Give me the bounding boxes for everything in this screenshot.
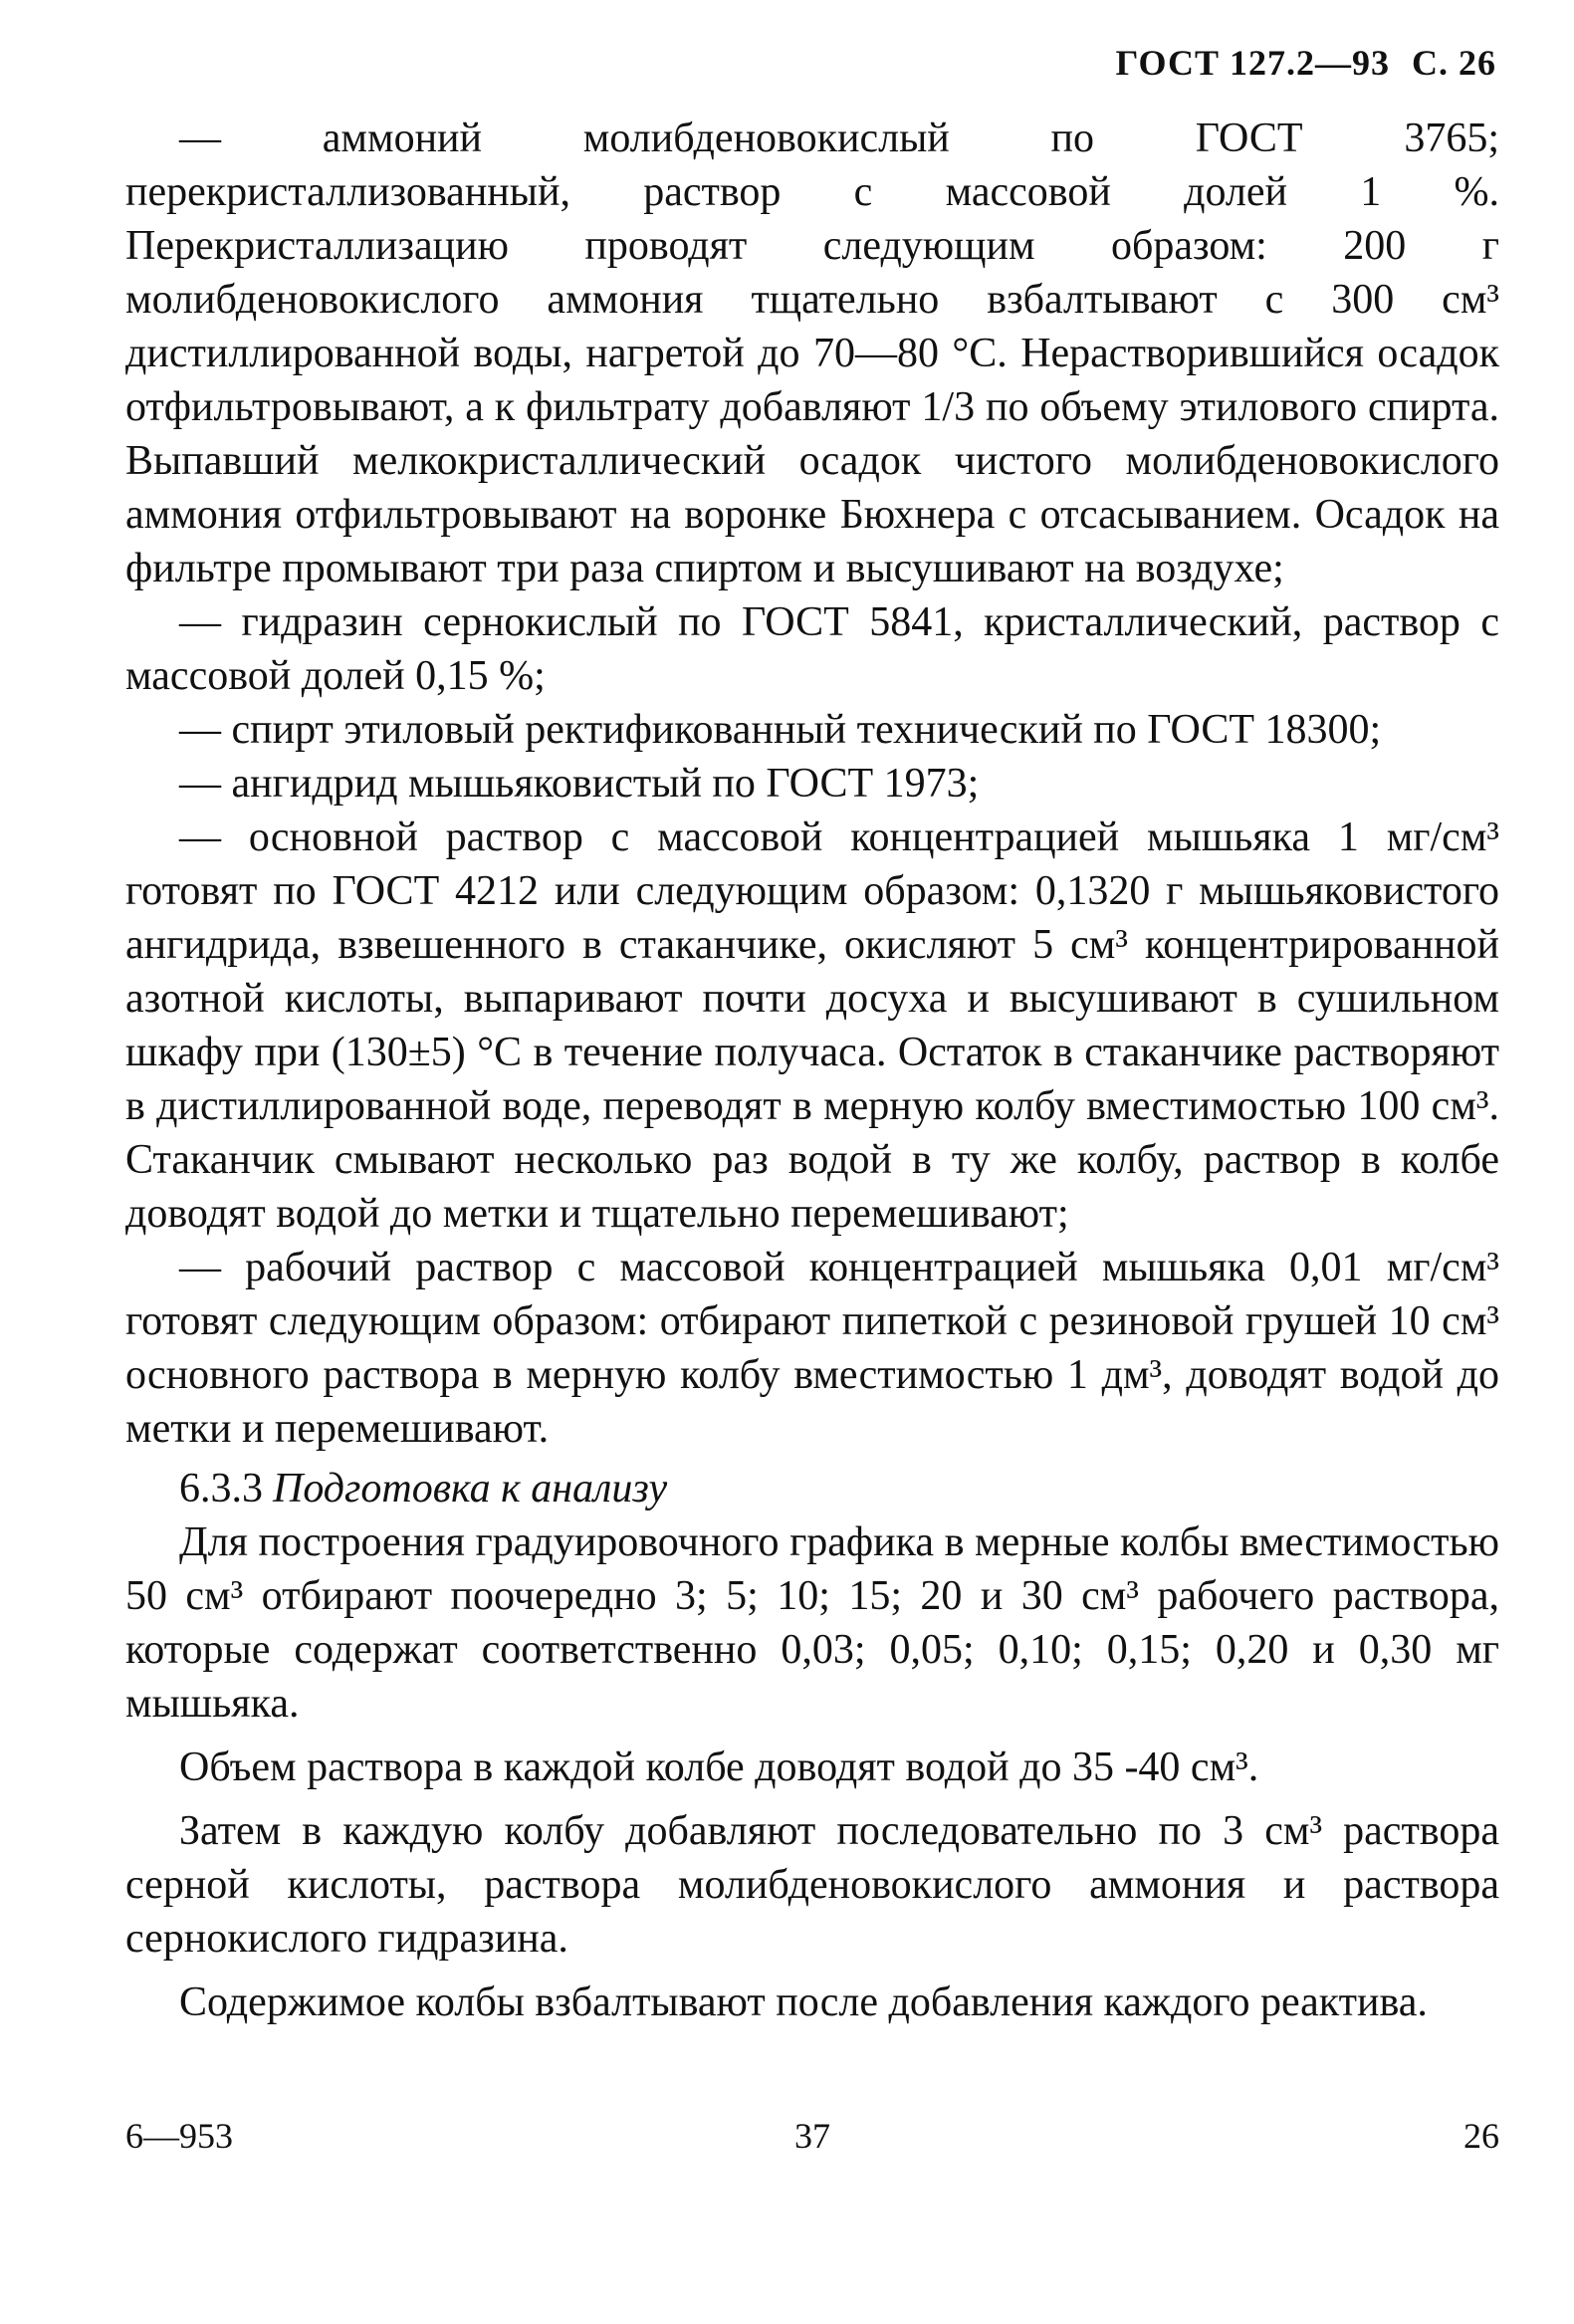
footer-order-number: 6—953 (125, 2116, 233, 2156)
section-number: 6.3.3 (179, 1466, 263, 1511)
list-item-arsenic-anhydride: — ангидрид мышьяковистый по ГОСТ 1973; (179, 761, 980, 807)
paragraph-calibration: Для построения градуировочного графика в мерные колбы вместимостью 50 см³ отбирают поочередно 3; 5; 10; 15; 20 и 30 см³ рабочего раствора, которые содержат соответственно 0,03; 0,05; 0,10; 0,15; 0,20 и 0,30 мг мышьяка. (125, 1519, 1499, 1727)
list-item-stock-solution: — основной раствор с массовой концентрацией мышьяка 1 мг/см³ готовят по ГОСТ 4212 или следующим образом: 0,1320 г мышьяковистого ангидрида, взвешенного в стаканчике, окисляют 5 см³ концентрированной азотной кислоты, выпаривают почти досуха и высушивают в сушильном шкафу при (130±5) °С в течение получаса. Остаток в стаканчике растворяют в дистиллированной воде, переводят в мерную колбу вместимостью 100 см³. Стаканчик смывают несколько раз водой в ту же колбу, раствор в колбе доводят водой до метки и тщательно перемешивают; (125, 814, 1499, 1237)
list-item-hydrazine: — гидразин сернокислый по ГОСТ 5841, кристаллический, раствор с массовой долей 0,15 %; (125, 599, 1499, 699)
page-number-header: С. 26 (1412, 43, 1496, 83)
section-title: Подготовка к анализу (273, 1466, 668, 1511)
document-body (125, 112, 1499, 2029)
standard-number: ГОСТ 127.2—93 (1115, 43, 1390, 83)
list-item-ammonium: — аммоний молибденовокислый по ГОСТ 3765; перекристаллизованный, раствор с массовой долей 1 %. Перекристаллизацию проводят следующим образом: 200 г молибденовокислого аммония тщательно взбалтывают с 300 см³ дистиллированной воды, нагретой до 70—80 °С. Нерастворившийся осадок отфильтровывают, а к фильтрату добавляют 1/3 по объему этилового спирта. Выпавший мелкокристаллический осадок чистого молибденовокислого аммония отфильтровывают на воронке Бюхнера с отсасыванием. Осадок на фильтре промывают три раза спиртом и высушивают на воздухе; (125, 116, 1499, 591)
page-footer (125, 2115, 1499, 2157)
paragraph-shaking: Содержимое колбы взбалтывают после добавления каждого реактива. (179, 1979, 1428, 2025)
section-heading (125, 1462, 1499, 1515)
page-header (1116, 42, 1496, 84)
paragraph-reagents: Затем в каждую колбу добавляют последовательно по 3 см³ раствора серной кислоты, раствора молибденовокислого аммония и раствора сернокислого гидразина. (125, 1808, 1499, 1962)
footer-sheet-number: 37 (794, 2116, 830, 2156)
list-item-working-solution: — рабочий раствор с массовой концентрацией мышьяка 0,01 мг/см³ готовят следующим образом: отбирают пипеткой с резиновой грушей 10 см³ основного раствора в мерную колбу вместимостью 1 дм³, доводят водой до метки и перемешивают. (125, 1245, 1499, 1452)
paragraph-volume: Объем раствора в каждой колбе доводят водой до 35 -40 см³. (179, 1744, 1259, 1790)
list-item-ethanol: — спирт этиловый ректификованный технический по ГОСТ 18300; (179, 707, 1382, 753)
footer-page-number: 26 (1463, 2116, 1499, 2156)
